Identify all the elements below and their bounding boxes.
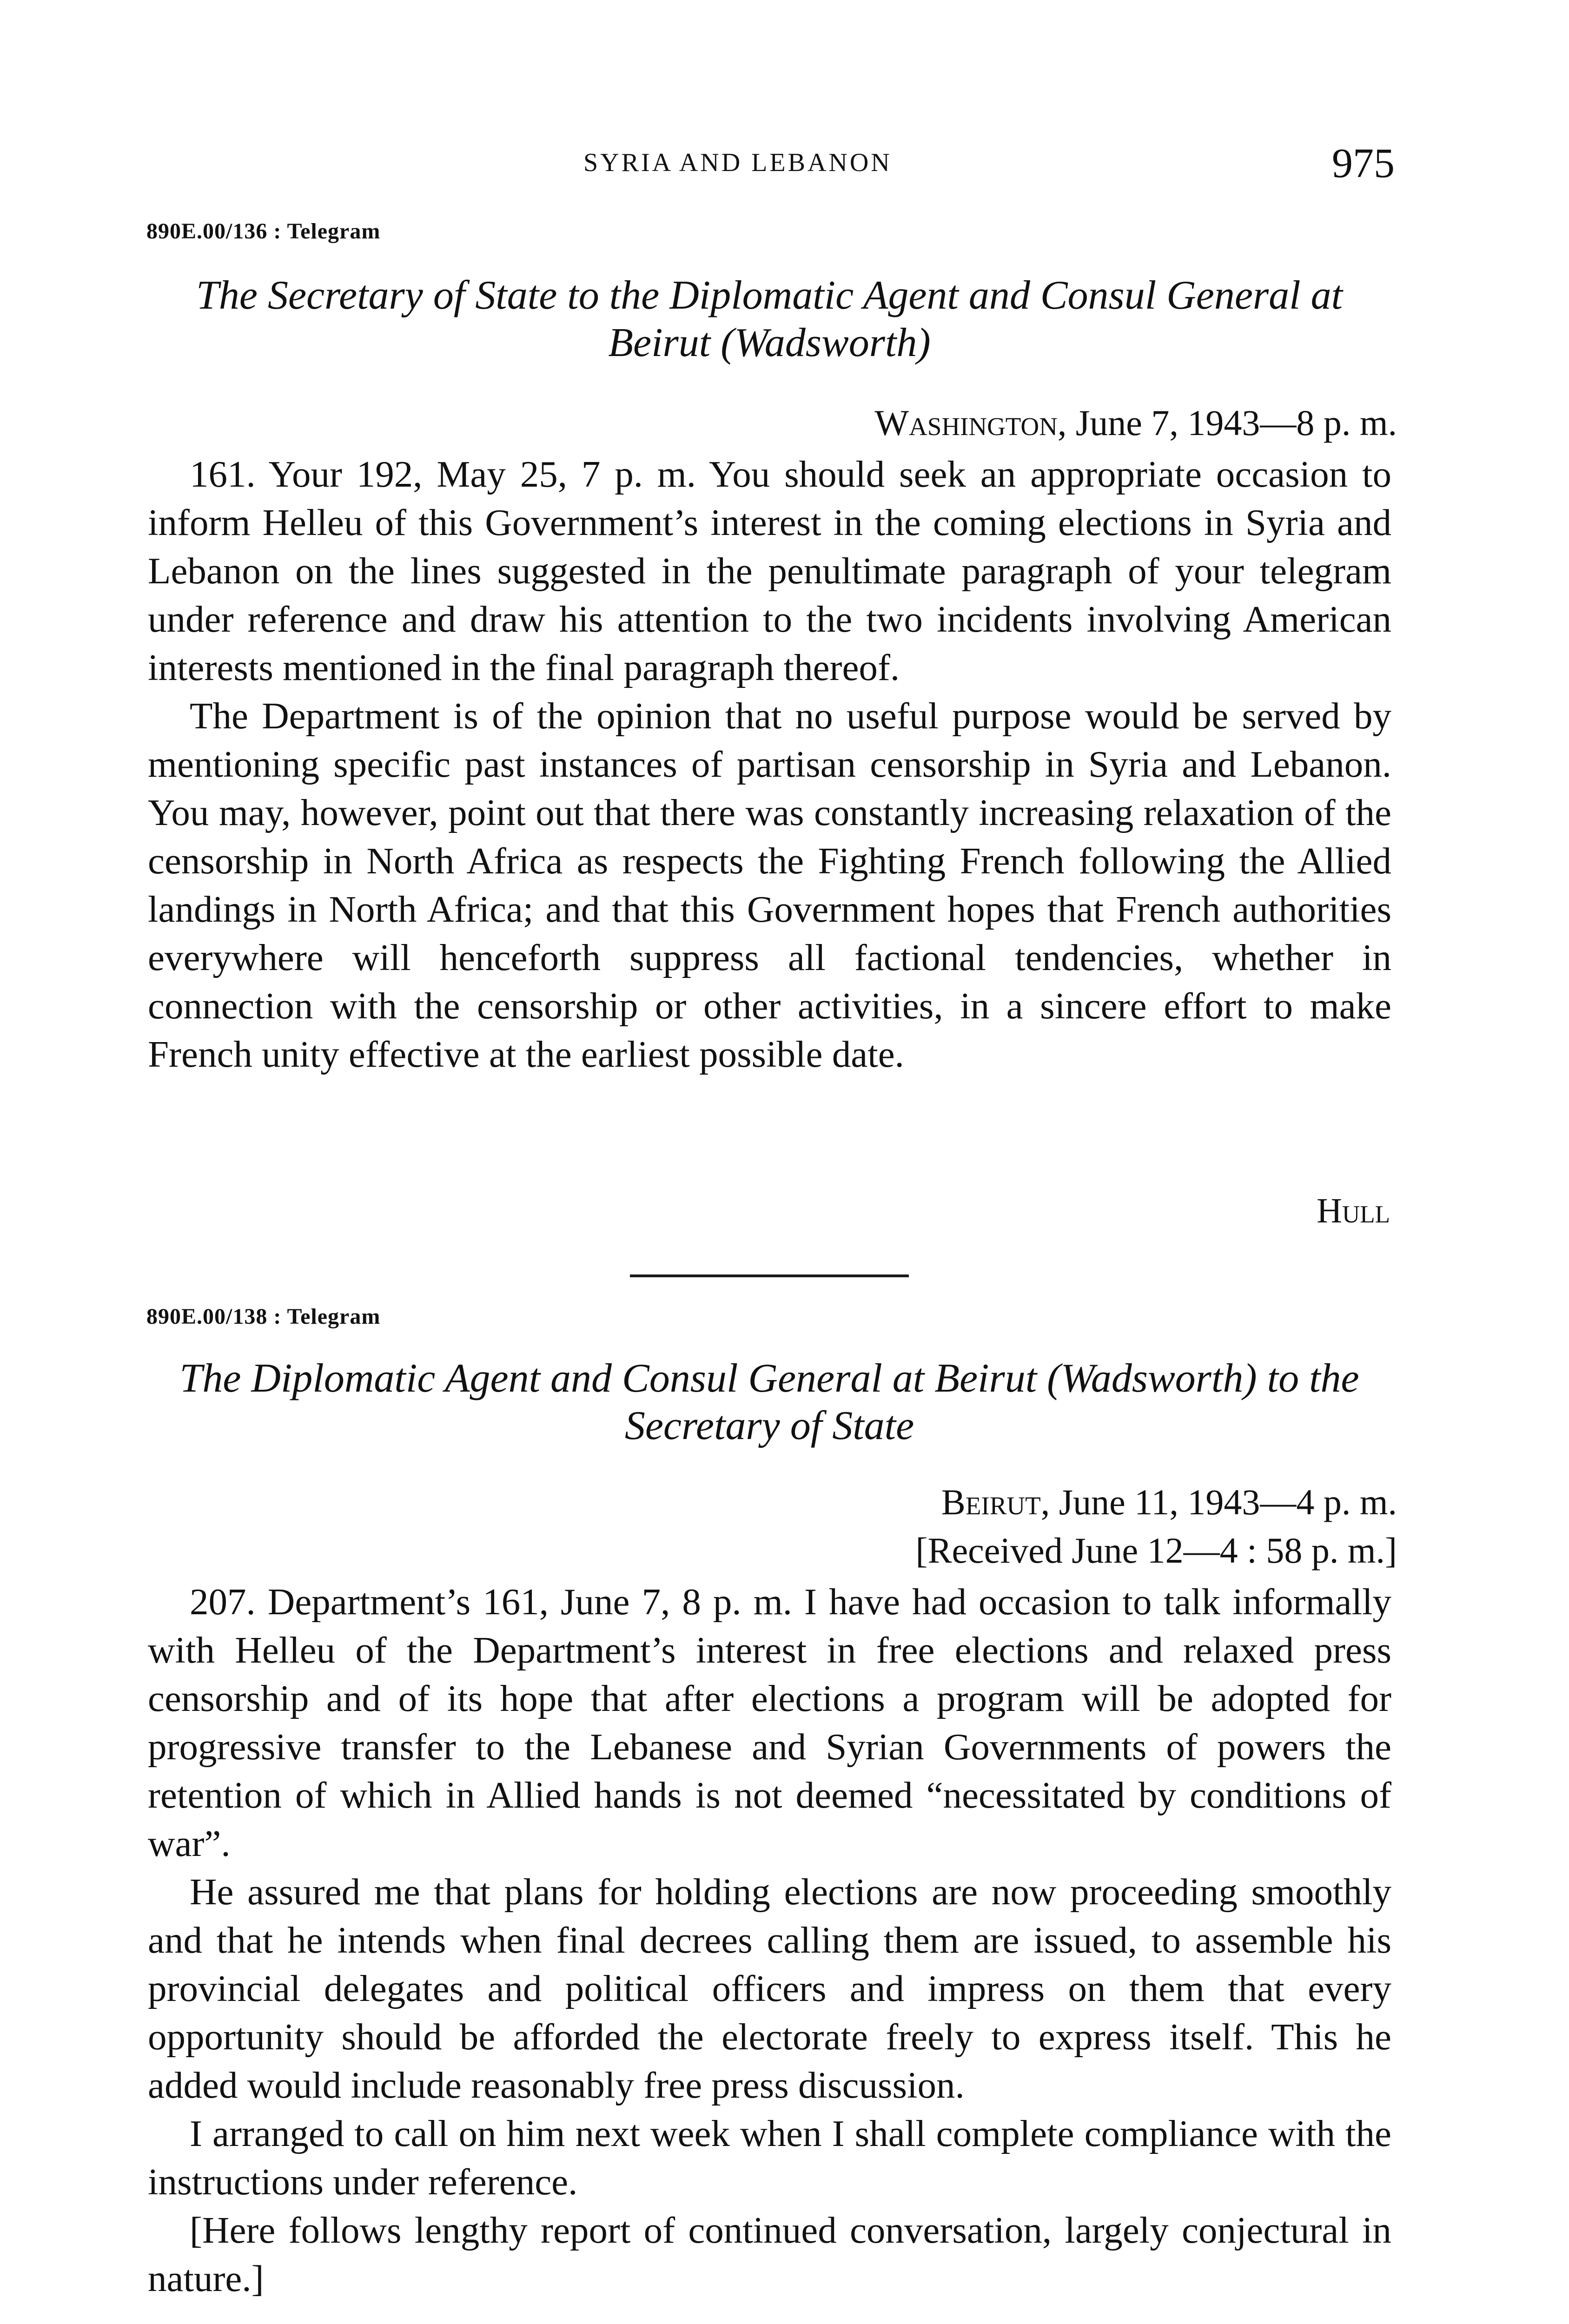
running-head: SYRIA AND LEBANON — [583, 148, 892, 177]
paragraph: The Department is of the opinion that no useful purpose would be served by mentioning specific past instances of partisan censorship in Syria and Lebanon. You may, however, point out that there was constantly increasing relaxation of the censorship in North Africa as respects the Fighting French following the Allied landings in North Africa; and that this Government hopes that French authorities everywhere will henceforth suppress all factional tendencies, whether in connection with the censorship or other activities, in a sincere effort to make French unity effective at the earliest possible date. — [148, 695, 1391, 1075]
telegram-body — [148, 450, 1391, 1078]
section-divider — [630, 1274, 909, 1277]
paragraph: 161. Your 192, May 25, 7 p. m. You should seek an appropriate occasion to inform Helleu of this Government’s interest in the coming elections in Syria and Lebanon on the lines suggested in the penultimate paragraph of your telegram under reference and draw his attention to the two incidents involving American interests mentioned in the final paragraph thereof. — [148, 453, 1391, 688]
page-number: 975 — [1332, 140, 1395, 186]
dateline — [941, 1478, 1397, 1526]
document-heading: The Secretary of State to the Diplomatic Agent and Consul General at Beirut (Wadsworth) — [196, 273, 1343, 365]
paragraph: 207. Department’s 161, June 7, 8 p. m. I have had occasion to talk informally with Helleu of the Department’s interest in free elections and relaxed press censorship and of its hope that after elections a program will be adopted for progressive transfer to the Lebanese and Syrian Governments of powers the retention of which in Allied hands is not deemed “necessitated by conditions of war”. — [148, 1581, 1391, 1864]
signature: Hull — [1317, 1191, 1390, 1230]
dateline-date: , June 7, 1943—8 p. m. — [1057, 403, 1397, 443]
dateline — [874, 399, 1397, 447]
document-heading: The Diplomatic Agent and Consul General at Beirut (Wadsworth) to the Secretary of State — [179, 1356, 1359, 1448]
paragraph: [Here follows lengthy report of continued conversation, largely conjectural in nature.] — [148, 2209, 1391, 2299]
dateline-place: Beirut — [941, 1482, 1041, 1522]
file-reference: 890E.00/138 : Telegram — [146, 1304, 381, 1329]
telegram-body — [148, 1578, 1391, 2303]
received-line: [Received June 12—4 : 58 p. m.] — [915, 1530, 1397, 1571]
file-reference: 890E.00/136 : Telegram — [146, 219, 381, 244]
paragraph: I arranged to call on him next week when I shall complete compliance with the instructions under reference. — [148, 2113, 1391, 2203]
dateline-date: , June 11, 1943—4 p. m. — [1040, 1482, 1397, 1522]
dateline-place: Washington — [874, 403, 1058, 443]
paragraph: He assured me that plans for holding elections are now proceeding smoothly and that he intends when final decrees calling them are issued, to assemble his provincial delegates and political officers and impress on them that every opportunity should be afforded the electorate freely to express itself. This he added would include reasonably free press discussion. — [148, 1871, 1391, 2106]
